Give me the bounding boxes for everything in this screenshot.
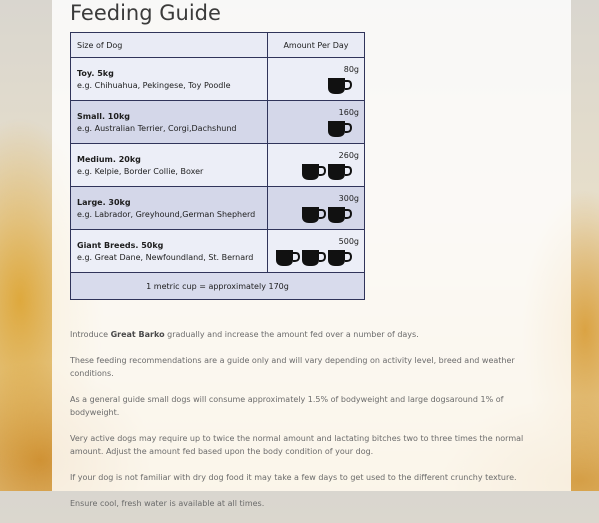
table-row [71,58,365,101]
table-header-row [71,33,365,58]
cup-conversion-note: 1 metric cup = approximately 170g [71,273,365,300]
size-title: Small. 10kg [77,111,130,121]
cup-icon [327,163,352,181]
cups-group [327,77,352,95]
size-examples: e.g. Chihuahua, Pekingese, Toy Poodle [77,80,231,90]
amount-cell [268,144,365,187]
size-examples: e.g. Great Dane, Newfoundland, St. Bernard [77,252,254,262]
table-row [71,230,365,273]
size-title: Giant Breeds. 50kg [77,240,164,250]
size-cell [71,144,268,187]
cups-group [301,206,352,224]
cup-icon [301,206,326,224]
brand-name: Great Barko [110,330,165,339]
size-cell [71,187,268,230]
note-text: Introduce [70,330,111,339]
cup-icon [327,77,352,95]
cup-icon [301,163,326,181]
amount-cell [268,58,365,101]
size-examples: e.g. Australian Terrier, Corgi,Dachshund [77,123,237,133]
amount-value: 500g [338,237,359,246]
amount-cell [268,187,365,230]
note-guide-only: These feeding recommendations are a guide only and will vary depending on activity level, breed and weather conditions. [70,356,515,378]
cup-icon [301,249,326,267]
note-text: gradually and increase the amount fed over a number of days. [164,330,419,339]
cup-icon [327,249,352,267]
amount-value: 160g [338,108,359,117]
size-cell [71,230,268,273]
feeding-notes [70,328,550,523]
size-title: Toy. 5kg [77,68,114,78]
cup-icon [275,249,300,267]
table-row [71,101,365,144]
table-footer-row [71,273,365,300]
cup-icon [327,120,352,138]
header-amount-per-day: Amount Per Day [268,33,365,58]
size-cell [71,58,268,101]
size-examples: e.g. Labrador, Greyhound,German Shepherd [77,209,256,219]
note-bodyweight: As a general guide small dogs will consume approximately 1.5% of bodyweight and large dogsaround 1% of bodyweight. [70,395,504,417]
note-introduce [70,328,550,341]
amount-value: 260g [338,151,359,160]
amount-cell [268,230,365,273]
cups-group [327,120,352,138]
size-examples: e.g. Kelpie, Border Collie, Boxer [77,166,204,176]
amount-cell [268,101,365,144]
table-row [71,144,365,187]
size-title: Large. 30kg [77,197,131,207]
feeding-table [70,32,365,300]
cup-icon [327,206,352,224]
amount-value: 300g [338,194,359,203]
header-size-of-dog: Size of Dog [71,33,268,58]
table-row [71,187,365,230]
note-dry-food: If your dog is not familiar with dry dog food it may take a few days to get used to the different crunchy texture. [70,473,517,482]
amount-value: 80g [343,65,359,74]
cups-group [301,163,352,181]
size-title: Medium. 20kg [77,154,141,164]
cups-group [275,249,352,267]
note-water: Ensure cool, fresh water is available at all times. [70,499,265,508]
note-active-dogs: Very active dogs may require up to twice the normal amount and lactating bitches two to three times the normal amount. Adjust the amount fed based upon the body condition of your dog. [70,434,524,456]
size-cell [71,101,268,144]
page-title: Feeding Guide [70,1,221,25]
